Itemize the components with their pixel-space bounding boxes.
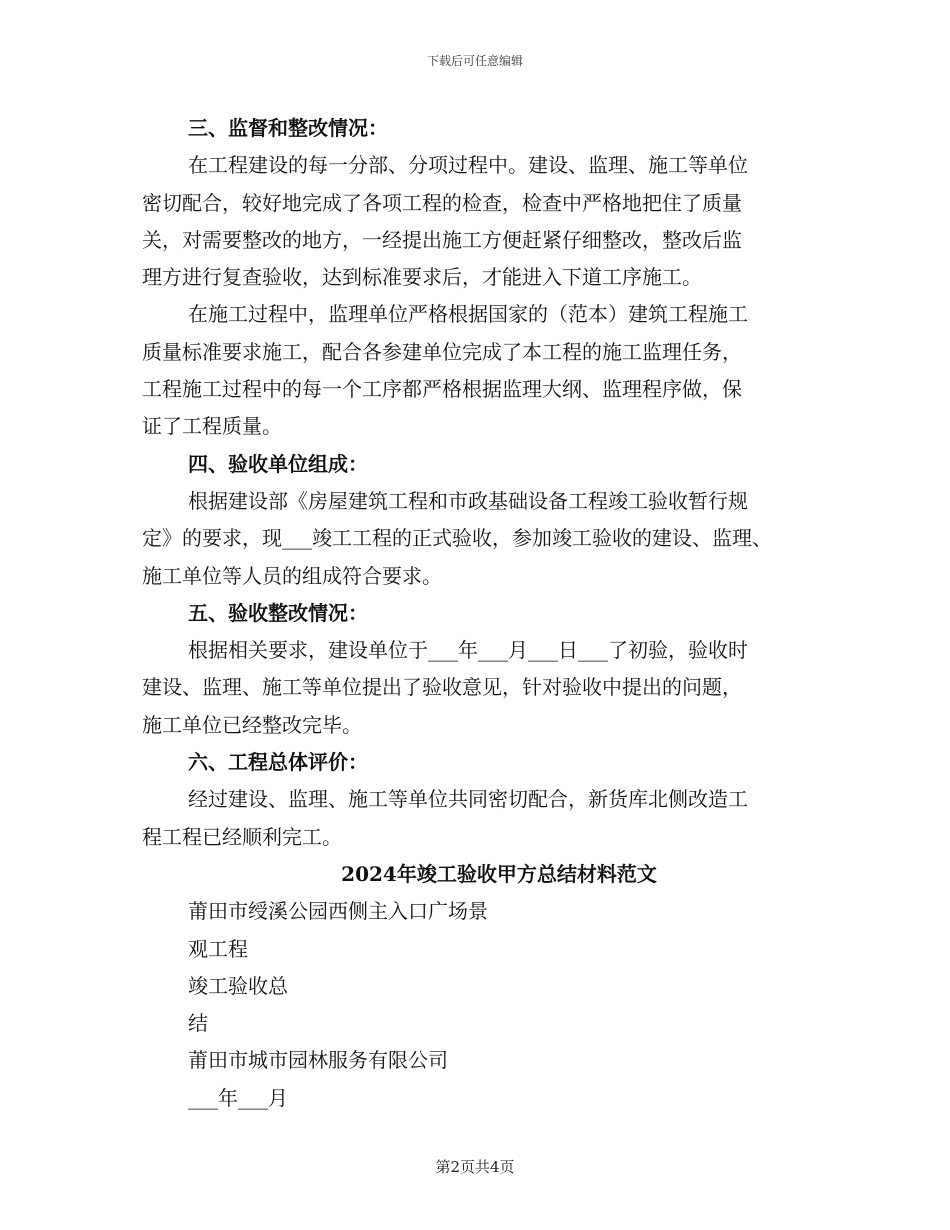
section-heading-overall-evaluation: 六、工程总体评价： bbox=[188, 750, 368, 775]
paragraph-line: 根据建设部《房屋建筑工程和市政基础设备工程竣工验收暂行规 bbox=[188, 488, 748, 513]
section-heading-acceptance-units: 四、验收单位组成： bbox=[188, 451, 368, 476]
paragraph-line: 在工程建设的每一分部、分项过程中。建设、监理、施工等单位 bbox=[188, 153, 748, 178]
paragraph-line: 工程施工过程中的每一个工序都严格根据监理大纲、监理程序做，保 bbox=[142, 377, 742, 402]
cover-line-company: 莆田市城市园林服务有限公司 bbox=[188, 1048, 448, 1073]
section-heading-acceptance-rectification: 五、验收整改情况： bbox=[188, 600, 368, 625]
cover-line-project: 莆田市绶溪公园西侧主入口广场景 bbox=[188, 899, 488, 924]
paragraph-line: 定》的要求，现___竣工工程的正式验收，参加竣工验收的建设、监理、 bbox=[142, 526, 772, 551]
paragraph-line: 经过建设、监理、施工等单位共同密切配合，新货库北侧改造工 bbox=[188, 787, 748, 812]
section-heading-supervision: 三、监督和整改情况： bbox=[188, 116, 388, 140]
paragraph-line: 质量标准要求施工，配合各参建单位完成了本工程的施工监理任务， bbox=[142, 339, 742, 364]
cover-line-summary-cont: 结 bbox=[188, 1011, 208, 1036]
cover-line-date: ___年___月 bbox=[188, 1085, 288, 1110]
document-title: 2024年竣工验收甲方总结材料范文 bbox=[341, 861, 657, 886]
paragraph-line: 建设、监理、施工等单位提出了验收意见，针对验收中提出的问题， bbox=[142, 675, 742, 700]
paragraph-line: 施工单位等人员的组成符合要求。 bbox=[142, 563, 442, 588]
paragraph-line: 根据相关要求，建设单位于___年___月___日___了初验，验收时 bbox=[188, 638, 748, 663]
paragraph-line: 在施工过程中，监理单位严格根据国家的（范本）建筑工程施工 bbox=[188, 302, 748, 327]
cover-line-summary: 竣工验收总 bbox=[188, 973, 288, 998]
paragraph-line: 关，对需要整改的地方，一经提出施工方便赶紧仔细整改，整改后监 bbox=[142, 227, 742, 252]
cover-line-project-cont: 观工程 bbox=[188, 936, 248, 961]
paragraph-line: 程工程已经顺利完工。 bbox=[142, 824, 342, 849]
paragraph-line: 密切配合，较好地完成了各项工程的检查，检查中严格地把住了质量 bbox=[142, 190, 742, 215]
page-header-note: 下载后可任意编辑 bbox=[426, 54, 523, 68]
paragraph-line: 理方进行复查验收，达到标准要求后，才能进入下道工序施工。 bbox=[142, 265, 702, 290]
paragraph-line: 施工单位已经整改完毕。 bbox=[142, 712, 362, 737]
page-number: 第2页共4页 bbox=[435, 1158, 515, 1176]
paragraph-line: 证了工程质量。 bbox=[142, 414, 282, 439]
document-body bbox=[142, 110, 832, 1117]
